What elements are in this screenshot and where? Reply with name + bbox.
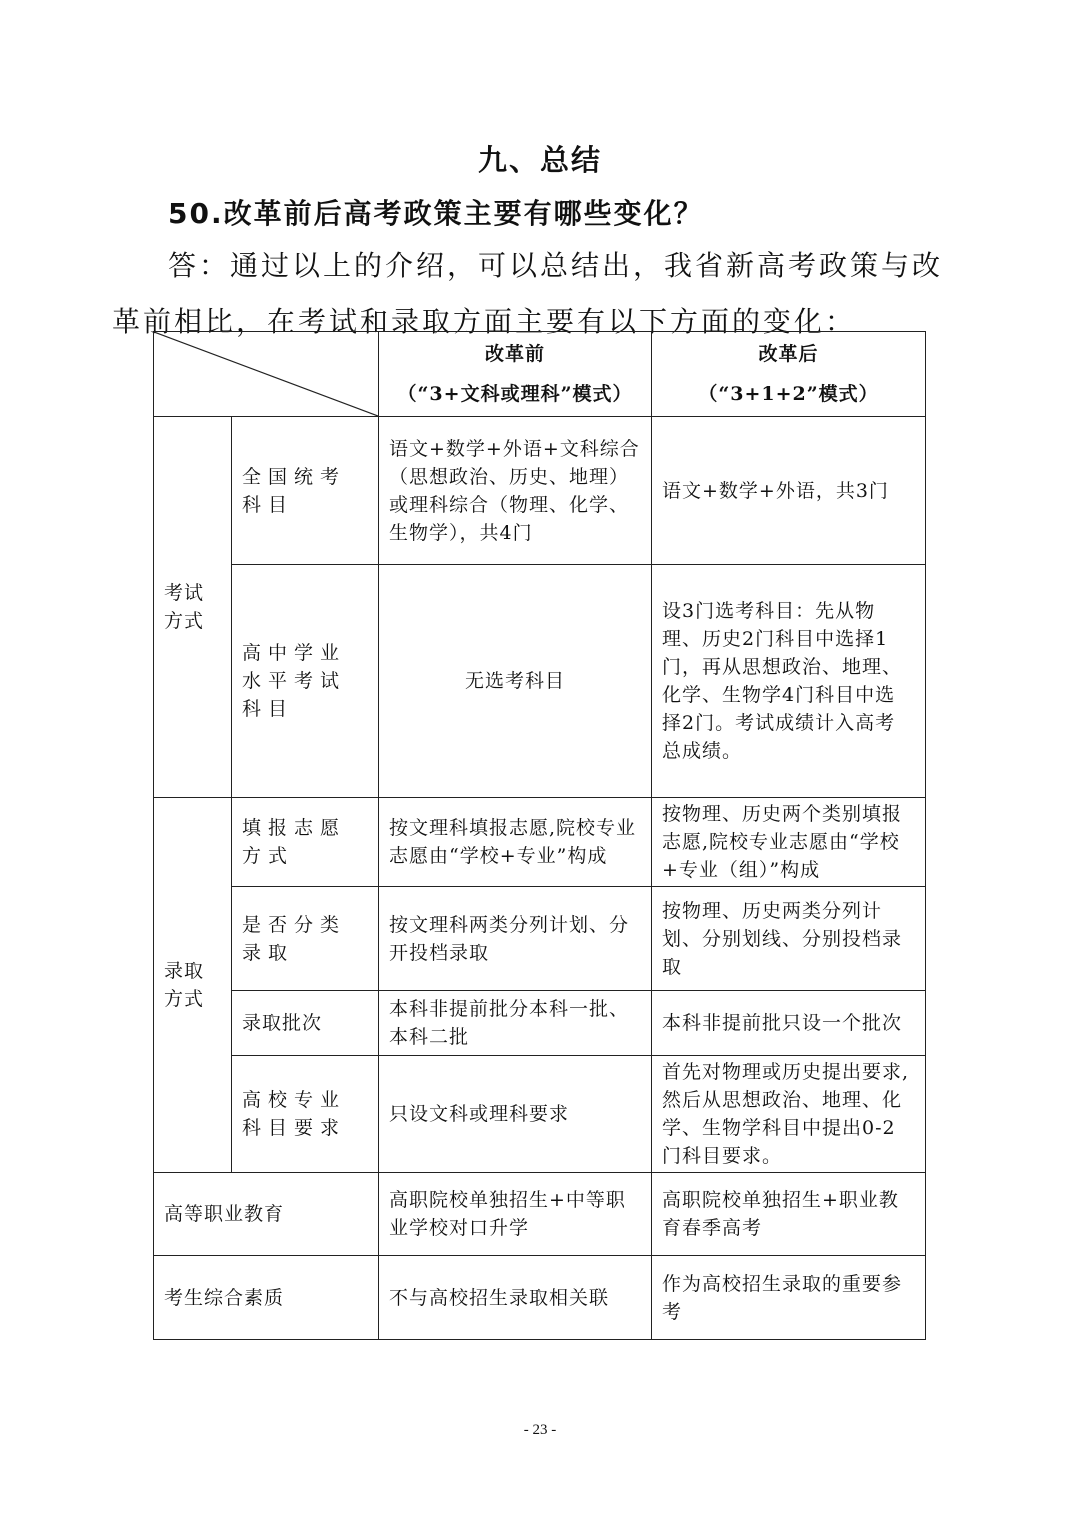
row-after: 首先对物理或历史提出要求,然后从思想政治、地理、化学、生物学科目中提出0-2门科目要求。 [652, 1056, 926, 1173]
row-item: 是否分类录取 [232, 887, 379, 991]
row-item: 高中学业水平考试科目 [232, 565, 379, 798]
header-after-subtitle: （“3+1+2”模式） [698, 383, 879, 405]
header-before [379, 332, 652, 417]
row-after: 按物理、历史两类分列计划、分别划线、分别投档录取 [652, 887, 926, 991]
row-before: 无选考科目 [379, 565, 652, 798]
row-item: 全国统考科目 [232, 417, 379, 565]
table-row [154, 887, 926, 991]
table-row [154, 565, 926, 798]
answer-paragraph: 答：通过以上的介绍，可以总结出，我省新高考政策与改革前相比，在考试和录取方面主要有以下方面的变化： [112, 249, 944, 338]
table-row [154, 1256, 926, 1340]
row-after: 按物理、历史两个类别填报志愿,院校专业志愿由“学校+专业（组）”构成 [652, 798, 926, 887]
header-before-title: 改革前 [484, 343, 545, 365]
group-label-admission: 录取方式 [154, 798, 232, 1173]
row-before: 按文理科两类分列计划、分开投档录取 [379, 887, 652, 991]
diagonal-line [154, 332, 378, 416]
table-row [154, 798, 926, 887]
row-before: 语文+数学+外语+文科综合（思想政治、历史、地理）或理科综合（物理、化学、生物学），共4门 [379, 417, 652, 565]
header-after [652, 332, 926, 417]
question-title: 50.改革前后高考政策主要有哪些变化？ [168, 197, 704, 230]
row-before: 按文理科填报志愿,院校专业志愿由“学校+专业”构成 [379, 798, 652, 887]
row-before: 不与高校招生录取相关联 [379, 1256, 652, 1340]
row-after: 作为高校招生录取的重要参考 [652, 1256, 926, 1340]
table-header-row [154, 332, 926, 417]
row-item: 高等职业教育 [154, 1173, 379, 1256]
row-item: 高校专业科目要求 [232, 1056, 379, 1173]
diagonal-header-cell [154, 332, 379, 417]
row-item: 填报志愿方式 [232, 798, 379, 887]
row-after: 语文+数学+外语，共3门 [652, 417, 926, 565]
row-after: 设3门选考科目：先从物理、历史2门科目中选择1门，再从思想政治、地理、化学、生物学4门科目中选择2门。考试成绩计入高考总成绩。 [652, 565, 926, 798]
header-after-title: 改革后 [758, 343, 819, 365]
header-before-subtitle: （“3+文科或理科”模式） [397, 383, 633, 405]
table-row [154, 1056, 926, 1173]
row-after: 高职院校单独招生+职业教育春季高考 [652, 1173, 926, 1256]
row-before: 只设文科或理科要求 [379, 1056, 652, 1173]
row-item: 录取批次 [232, 991, 379, 1056]
row-before: 高职院校单独招生+中等职业学校对口升学 [379, 1173, 652, 1256]
table-row [154, 1173, 926, 1256]
row-after: 本科非提前批只设一个批次 [652, 991, 926, 1056]
table-row [154, 417, 926, 565]
group-label-exam: 考试方式 [154, 417, 232, 798]
page-number: - 23 - [523, 1422, 557, 1438]
comparison-table [153, 331, 926, 1340]
table-row [154, 991, 926, 1056]
row-item: 考生综合素质 [154, 1256, 379, 1340]
section-title: 九、总结 [477, 143, 602, 177]
row-before: 本科非提前批分本科一批、本科二批 [379, 991, 652, 1056]
